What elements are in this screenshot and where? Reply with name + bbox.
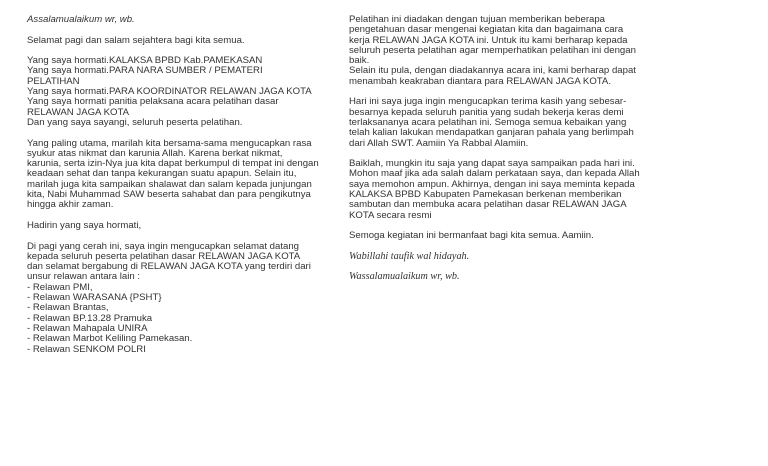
farewell-line: Wassalamualaikum wr, wb. bbox=[349, 271, 460, 283]
gratitude-paragraph: Yang paling utama, marilah kita bersama-sama mengucapkan rasa syukur atas nikmat dan karunia Allah. Karena berkat nikmat, karunia, serta izin-Nya jua kita dapat berkumpul di tempat ini dengan keadaan sehat dan tanpa kekurangan suatu apapun. Selain itu, marilah juga kita sampaikan shalawat dan salam kepada junjungan kita, Nabi Muhammad SAW beserta sahabat dan para pengikutnya hingga akhir zaman. bbox=[27, 137, 319, 211]
welcome-paragraph: Di pagi yang cerah ini, saya ingin mengucapkan selamat datang kepada seluruh peserta pelatihan dasar RELAWAN JAGA KOTA dan selamat bergabung di RELAWAN JAGA KOTA yang terdiri dari unsur relawan antara lain : - Relawan PMI, - Relawan WARASANA {PSHT} - Relawan Brantas, - Relawan BP.13.28 Pramuka - Relawan Mahapala UNIRA - Relawan Marbot Keliling Pamekasan. - Relawan SENKOM POLRI bbox=[27, 240, 311, 355]
hope-line: Semoga kegiatan ini bermanfaat bagi kita semua. Aamiin. bbox=[349, 230, 594, 242]
opening-greeting: Assalamualaikum wr, wb. bbox=[27, 14, 135, 25]
honorifics-paragraph: Yang saya hormati.KALAKSA BPBD Kab.PAMEKASAN Yang saya hormati.PARA NARA SUMBER / PEMATERI PELATIHAN Yang saya hormati.PARA KOORDINATOR RELAWAN JAGA KOTA Yang saya hormati panitia pelaksana acara pelatihan dasar RELAWAN JAGA KOTA Dan yang saya sayangi, seluruh peserta pelatihan. bbox=[27, 55, 312, 128]
purpose-paragraph: Pelatihan ini diadakan dengan tujuan memberikan beberapa pengetahuan dasar mengenai kegiatan kita dan bagaimana cara kerja RELAWAN JAGA KOTA ini. Untuk itu kami berharap kepada seluruh peserta pelatihan agar memperhatikan pelatihan ini dengan baik. Selain itu pula, dengan diadakannya acara ini, kami berharap dapat menambah keakraban diantara para RELAWAN JAGA KOTA. bbox=[349, 14, 636, 87]
morning-greeting: Selamat pagi dan salam sejahtera bagi kita semua. bbox=[27, 34, 245, 46]
audience-address: Hadirin yang saya hormati, bbox=[27, 219, 142, 231]
closing-paragraph: Baiklah, mungkin itu saja yang dapat saya sampaikan pada hari ini. Mohon maaf jika ada salah dalam perkataan saya, dan kepada Allah saya memohon ampun. Akhirnya, dengan ini saya meminta kepada KALAKSA BPBD Kabupaten Pamekasan berkenan memberikan sambutan dan membuka acara pelatihan dasar RELAWAN JAGA KOTA secara resmi bbox=[349, 158, 640, 221]
right-column bbox=[349, 15, 667, 283]
thanks-paragraph: Hari ini saya juga ingin mengucapkan terima kasih yang sebesar- besarnya kepada seluruh panitia yang sudah bekerja keras demi terlaksananya acara pelatihan ini. Semoga semua kebaikan yang telah kalian lakukan mendapatkan ganjaran pahala yang berlimpah dari Allah SWT. Aamiin Ya Rabbal Alamiin. bbox=[349, 96, 634, 149]
wabillahi-line: Wabillahi taufik wal hidayah. bbox=[349, 250, 470, 262]
left-column bbox=[27, 15, 345, 355]
